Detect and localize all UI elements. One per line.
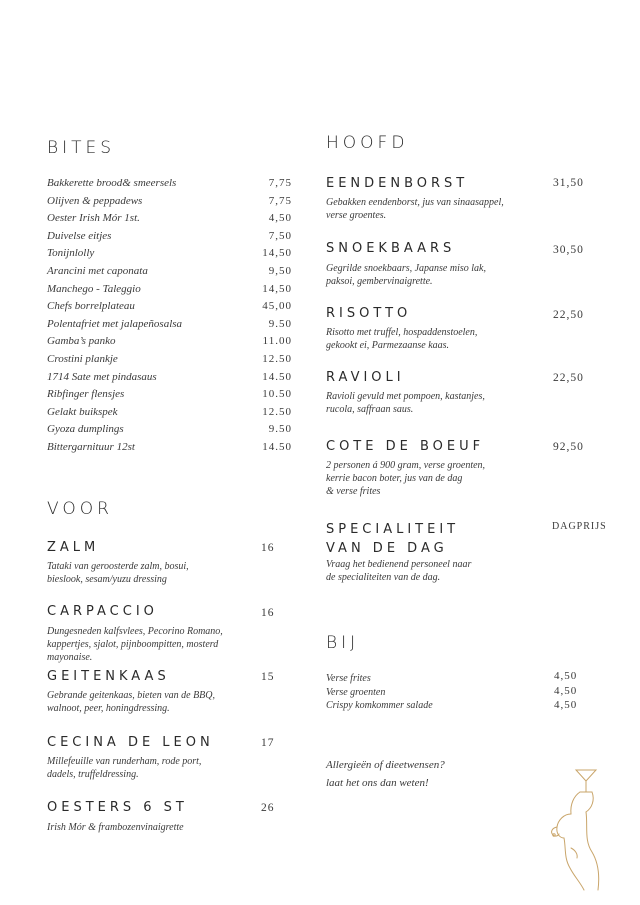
desc-line: Millefeuille van runderham, rode port, <box>47 756 202 767</box>
bite-name: Polentafriet met jalapeñosalsa <box>47 317 183 330</box>
raised-arm <box>571 792 580 814</box>
desc-line: mayonaise. <box>47 652 93 663</box>
body-contour <box>564 838 584 890</box>
note-line: Allergieën of dieetwensen? <box>326 759 445 771</box>
cocktail-glass-bowl <box>576 770 596 781</box>
bite-price: 45,00 <box>262 300 292 313</box>
side-list <box>326 672 433 713</box>
dish-name: RAVIOLI <box>326 370 405 385</box>
desc-line: Gebrande geitenkaas, bieten van de BBQ, <box>47 690 216 701</box>
bite-item <box>47 318 292 336</box>
side-price: 4,50 <box>554 699 578 711</box>
bij-title: BIJ <box>326 633 360 653</box>
dish-name: COTE DE BOEUF <box>326 439 485 454</box>
voor-title: VOOR <box>47 499 113 519</box>
bite-item <box>47 195 292 213</box>
dish-description <box>47 755 201 781</box>
bite-name: Manchego - Taleggio <box>47 282 141 295</box>
side-prices <box>554 669 577 713</box>
desc-line: bieslook, sesam/yuzu dressing <box>47 574 167 585</box>
raised-arm-outer <box>586 792 593 812</box>
allergy-note <box>326 756 445 792</box>
back-contour <box>586 812 599 890</box>
dish-name: SNOEKBAARS <box>326 241 456 256</box>
desc-line: dadels, truffeldressing. <box>47 769 139 780</box>
bite-price: 11.00 <box>262 335 292 348</box>
bite-price: 4,50 <box>268 212 292 225</box>
bite-item <box>47 212 292 230</box>
desc-line: & verse frites <box>326 486 381 497</box>
dish-description <box>326 326 477 352</box>
dish-name: GEITENKAAS <box>47 669 170 684</box>
bite-name: Arancini met caponata <box>47 265 148 277</box>
bite-price: 7,75 <box>268 194 292 207</box>
desc-line: gekookt ei, Parmezaanse kaas. <box>326 340 450 351</box>
woman-with-cocktail-illustration-icon <box>540 764 610 894</box>
dish-price: 15 <box>261 671 275 683</box>
desc-line: Tataki van geroosterde zalm, bosui, <box>47 561 189 572</box>
bite-price: 10.50 <box>262 388 292 401</box>
note-line: laat het ons dan weten! <box>326 777 429 789</box>
bite-price: 7,75 <box>268 177 292 189</box>
dish-price: 16 <box>261 542 275 554</box>
bite-name: 1714 Sate met pindasaus <box>47 370 157 383</box>
side-name: Verse groenten <box>326 686 386 698</box>
name-line: SPECIALITEIT <box>326 522 460 537</box>
bite-price: 14.50 <box>262 370 292 383</box>
dish-name: OESTERS 6 ST <box>47 800 188 815</box>
desc-line: Ravioli gevuld met pompoen, kastanjes, <box>326 391 485 402</box>
desc-line: kerrie bacon boter, jus van de dag <box>326 473 463 484</box>
side-name: Verse frites <box>326 673 371 684</box>
bite-name: Crostini plankje <box>47 353 118 365</box>
bites-title: BITES <box>47 138 116 158</box>
desc-line: Gegrilde snoekbaars, Japanse miso lak, <box>326 263 486 274</box>
dish-price: 22,50 <box>553 309 584 321</box>
dish-description <box>326 558 471 584</box>
side-price: 4,50 <box>554 670 578 682</box>
bite-item <box>47 371 292 389</box>
bite-item <box>47 423 292 441</box>
desc-line: walnoot, peer, honingdressing. <box>47 703 170 714</box>
name-line: VAN DE DAG <box>326 541 448 556</box>
dish-name: CARPACCIO <box>47 604 158 619</box>
bite-price: 14.50 <box>262 441 292 453</box>
desc-line: de specialiteiten van de dag. <box>326 572 441 583</box>
desc-line: Vraag het bedienend personeel naar <box>326 559 472 570</box>
bite-price: 14,50 <box>262 282 292 295</box>
bite-item <box>47 441 292 459</box>
desc-line: paksoi, gembervinaigrette. <box>326 276 433 287</box>
bite-name: Ribfinger flensjes <box>47 388 125 401</box>
bite-price: 7,50 <box>268 229 292 242</box>
dish-description <box>47 560 189 586</box>
desc-line: Irish Mór & frambozenvinaigrette <box>47 822 184 833</box>
bite-name: Duivelse eitjes <box>47 229 112 242</box>
bite-name: Oester Irish Mór 1st. <box>47 212 140 225</box>
bite-name: Gelakt buikspek <box>47 405 118 418</box>
bite-item <box>47 230 292 248</box>
desc-line: Gebakken eendenborst, jus van sinaasappel, <box>326 197 504 208</box>
bite-price: 12.50 <box>262 353 292 365</box>
bite-item <box>47 265 292 283</box>
bite-item <box>47 388 292 406</box>
dish-name: RISOTTO <box>326 306 412 321</box>
bite-name: Gyoza dumplings <box>47 423 124 436</box>
bite-price: 14,50 <box>262 247 292 260</box>
bite-price: 9,50 <box>268 265 292 277</box>
dish-name: CECINA DE LEON <box>47 735 214 750</box>
bite-name: Tonijnlolly <box>47 247 95 260</box>
desc-line: kappertjes, sjalot, pijnboompitten, mosterd <box>47 639 219 650</box>
earring <box>553 834 555 836</box>
dish-price: 30,50 <box>553 244 584 256</box>
bite-item <box>47 353 292 371</box>
dish-price: 22,50 <box>553 372 584 384</box>
hoofd-title: HOOFD <box>326 133 409 153</box>
bite-item <box>47 283 292 301</box>
dish-description <box>326 459 485 498</box>
bite-item <box>47 177 292 195</box>
dish-description <box>47 689 215 715</box>
dish-price: 16 <box>261 607 275 619</box>
bite-name: Bittergarnituur 12st <box>47 441 135 453</box>
dish-description <box>326 196 504 222</box>
bite-name: Chefs borrelplateau <box>47 300 135 313</box>
desc-line: 2 personen á 900 gram, verse groenten, <box>326 460 486 471</box>
bite-item <box>47 406 292 424</box>
bite-name: Bakkerette brood& smeersels <box>47 177 177 189</box>
dish-description <box>47 821 184 834</box>
bite-item <box>47 300 292 318</box>
dish-description <box>326 390 485 416</box>
chest-line <box>571 848 577 858</box>
dish-price: 26 <box>261 802 275 814</box>
dish-description <box>47 625 223 664</box>
dish-price: 17 <box>261 737 275 749</box>
dish-price: DAGPRIJS <box>552 521 607 532</box>
side-price: 4,50 <box>554 684 578 697</box>
dish-price: 31,50 <box>553 177 584 189</box>
dish-price: 92,50 <box>553 441 584 453</box>
desc-line: Dungesneden kalfsvlees, Pecorino Romano, <box>47 626 223 637</box>
bite-name: Gamba’s panko <box>47 335 116 348</box>
desc-line: rucola, saffraan saus. <box>326 404 414 415</box>
dish-description <box>326 262 486 288</box>
dish-name: ZALM <box>47 540 100 555</box>
bite-name: Olijven & peppadews <box>47 194 143 207</box>
desc-line: verse groentes. <box>326 210 387 221</box>
dish-name <box>326 520 459 558</box>
dish-name: EENDENBORST <box>326 176 469 191</box>
side-name: Crispy komkommer salade <box>326 700 433 711</box>
bite-price: 12.50 <box>262 405 292 418</box>
bite-item <box>47 247 292 265</box>
desc-line: Risotto met truffel, hospaddenstoelen, <box>326 327 478 338</box>
bite-price: 9.50 <box>268 317 292 330</box>
bite-price: 9.50 <box>268 423 292 436</box>
bite-item <box>47 335 292 353</box>
